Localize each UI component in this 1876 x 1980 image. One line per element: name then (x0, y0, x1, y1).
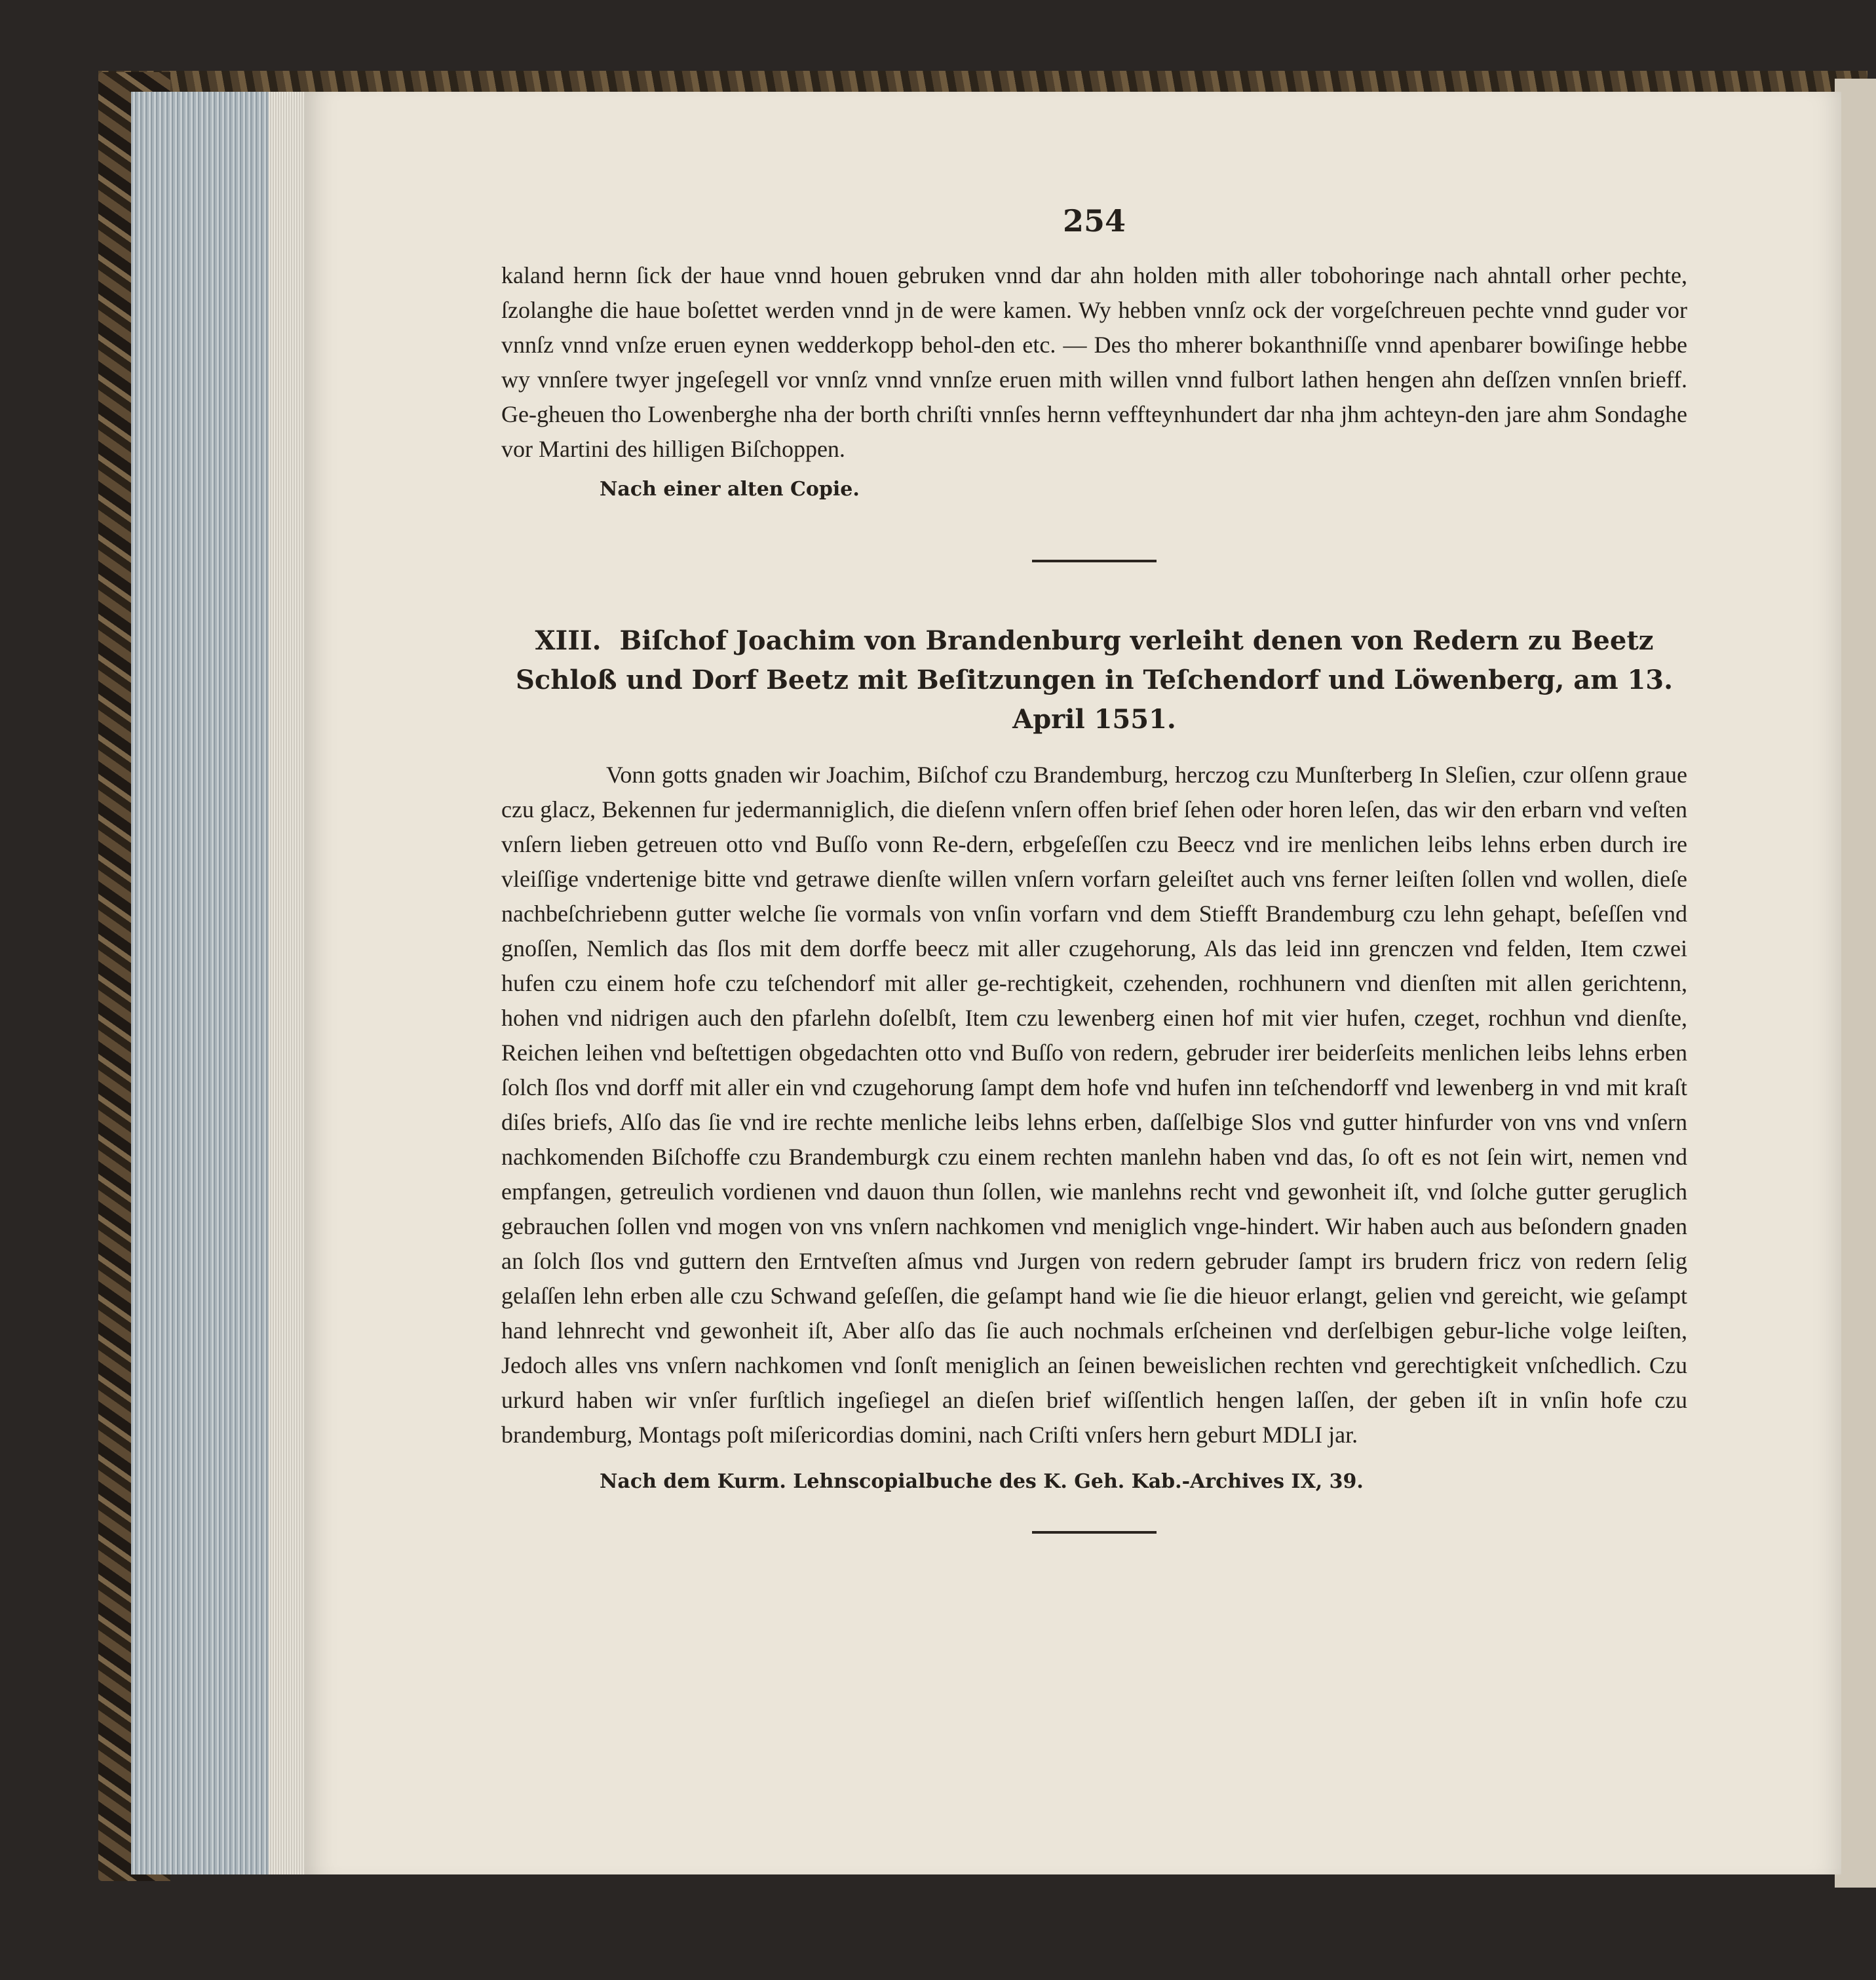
section-number: XIII. (535, 625, 602, 656)
section-heading (501, 621, 1687, 739)
section-title: Biſchof Joachim von Brandenburg verleiht denen von Redern zu Beetz Schloß und Dorf Beetz mit Beſitzungen in Teſchendorf und Löwenberg, am 13. April 1551. (515, 625, 1674, 735)
end-divider (1032, 1531, 1157, 1534)
book-page (305, 92, 1841, 1874)
source-note: Nach einer alten Copie. (600, 478, 860, 501)
section-divider (1032, 560, 1157, 562)
continued-paragraph: kaland hernn ſick der haue vnnd houen gebruken vnnd dar ahn holden mith aller tobohoringe nach ahntall orher pechte, ſzolanghe die haue boſettet werden vnnd jn de were kamen. Wy hebben vnnſz ock der vorgeſchreuen pechte vnnd guder vor vnnſz vnnd vnſze eruen eynen wedderkopp behol-den etc. — Des tho mherer bokanthniſſe vnnd apenbarer bowiſinge hebbe wy vnnſere twyer jngeſegell vor vnnſz vnnd vnnſze eruen mith willen vnnd fulbort lathen hengen ahn deſſzen vnnſen brieff. Ge-gheuen tho Lowenberghe nha der borth chriſti vnnſes hernn veffteynhundert dar nha jhm achteyn-den jare ahm Sondaghe vor Martini des hilligen Biſchoppen. (501, 262, 1687, 462)
page-edges-inner (269, 92, 308, 1874)
page-number: 254 (1062, 203, 1126, 239)
document-paragraph: Vonn gotts gnaden wir Joachim, Biſchof czu Brandemburg, herczog czu Munſterberg In Sleſien, czur olſenn graue czu glacz, Bekennen fur jedermanniglich, die dieſenn vnſern offen brief ſehen oder horen leſen, das wir den erbarn vnd veſten vnſern lieben getreuen otto vnd Buſſo vonn Re-dern, erbgeſeſſen czu Beecz vnd ire menlichen leibs lehns erben durch ire vleiſſige vndertenige bitte vnd getrawe dienſte willen vnſern vorfarn geleiſtet auch vns ferner leiſten ſollen vnd wollen, dieſe nachbeſchriebenn gutter welche ſie vormals von vnſin vorfarn vnd dem Stiefft Brandemburg czu lehn gehapt, beſeſſen vnd gnoſſen, Nemlich das ſlos mit dem dorffe beecz mit aller czugehorung, Als das leid inn grenczen vnd felden, Item czwei hufen czu einem hofe czu teſchendorf mit aller ge-rechtigkeit, czehenden, rochhunern vnd dienſten mit allen gerichtenn, hohen vnd nidrigen auch den pfarlehn doſelbſt, Item czu lewenberg einen hof mit vier hufen, czeget, rochhun vnd dienſte, Reichen leihen vnd beſtettigen obgedachten otto vnd Buſſo von redern, gebruder irer beiderſeits menlichen leibs lehns erben ſolch ſlos vnd dorff mit aller ein vnd czugehorung ſampt dem hofe vnd hufen inn teſchendorff vnd lewenberg in vnd mit kraſt diſes briefs, Alſo das ſie vnd ire rechte menliche leibs lehns erben, daſſelbige Slos vnd gutter hinfurder von vns vnd vnſern nachkomenden Biſchoffe czu Brandemburgk czu einem rechten manlehn haben vnd das, ſo oft es not ſein wirt, nemen vnd empfangen, getreulich vordienen vnd dauon thun ſollen, wie manlehns recht vnd gewonheit iſt, vnd ſolche gutter geruglich gebrauchen ſollen vnd mogen von vns vnſern nachkomen vnd meniglich vnge-hindert. Wir haben auch aus beſondern gnaden an ſolch ſlos vnd guttern den Erntveſten aſmus vnd Jurgen von redern gebruder ſampt irs brudern fricz von redern ſelig gelaſſen lehn erben alle czu Schwand geſeſſen, die geſampt hand wie ſie die hieuor erlangt, gelien vnd gereicht, wie geſampt hand lehnrecht vnd gewonheit iſt, Aber alſo das ſie auch nochmals erſcheinen vnd derſelbigen gebur-liche volge leiſten, Jedoch alles vns vnſern nachkomen vnd ſonſt meniglich an ſeinen beweislichen rechten vnd gerechtigkeit vnſchedlich. Czu urkurd haben wir vnſer furſtlich ingeſiegel an dieſen brief wiſſentlich hengen laſſen, der geben iſt in vnſin hofe czu brandemburg, Montags poſt miſericordias domini, nach Criſti vnſers hern geburt MDLI jar. (501, 762, 1687, 1448)
page-content (501, 203, 1687, 1534)
source-note-2: Nach dem Kurm. Lehnscopialbuche des K. Geh. Kab.-Archives IX, 39. (600, 1470, 1364, 1493)
